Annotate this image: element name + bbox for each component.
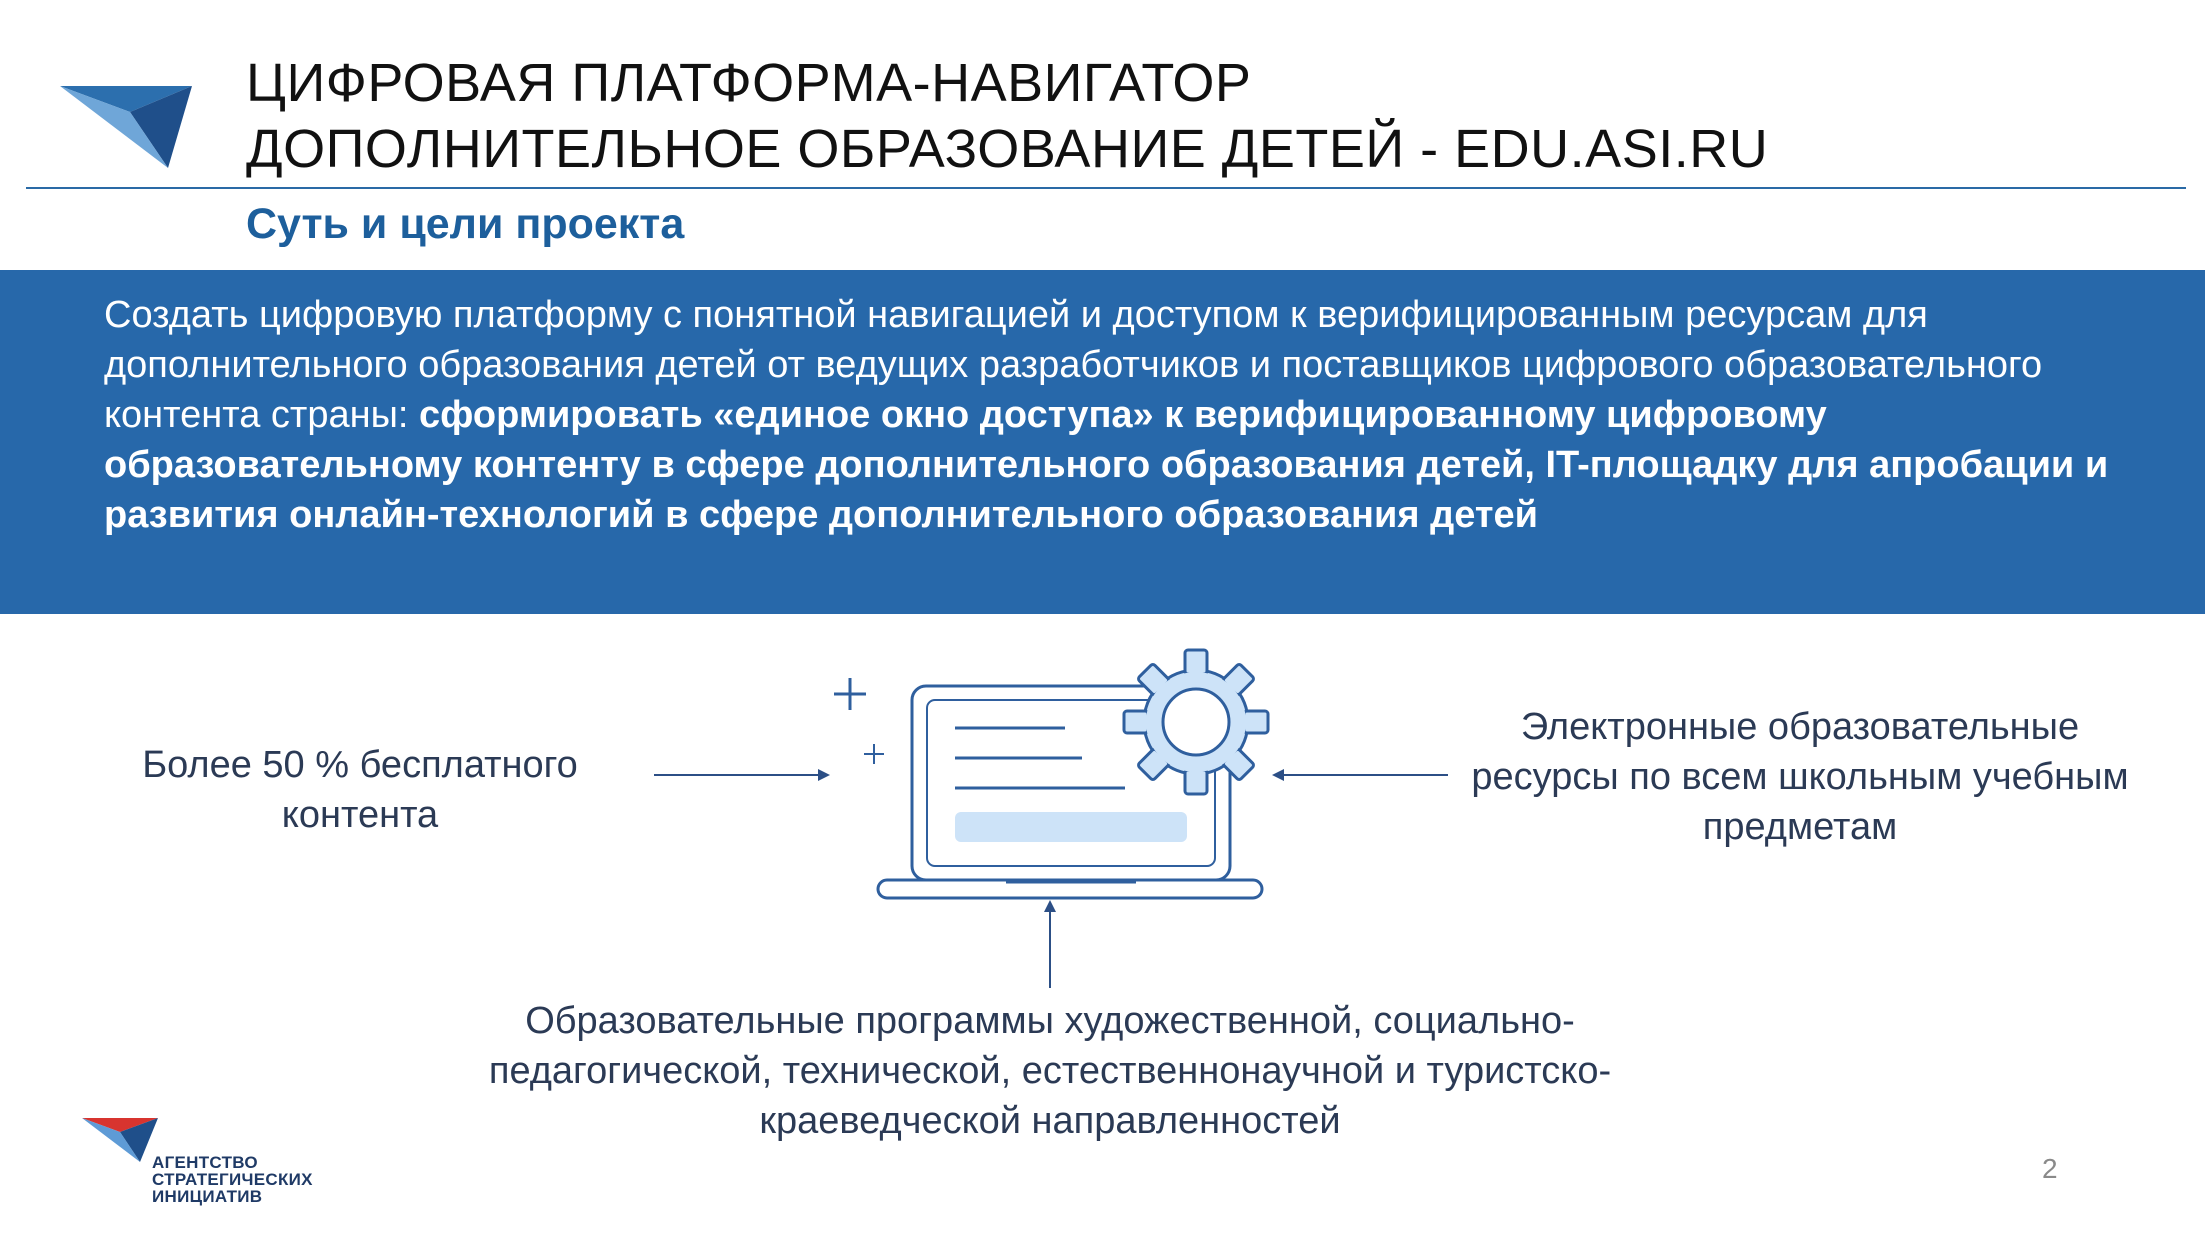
header-divider [26, 187, 2186, 189]
gear-icon [1118, 644, 1274, 800]
goal-banner [0, 270, 2205, 614]
section-subtitle: Суть и цели проекта [246, 200, 685, 248]
agency-name-line3: ИНИЦИАТИВ [152, 1187, 263, 1206]
arrow-right-icon [652, 763, 832, 787]
agency-name-line1: АГЕНТСТВО [152, 1153, 258, 1172]
page-title-line2: ДОПОЛНИТЕЛЬНОЕ ОБРАЗОВАНИЕ ДЕТЕЙ - EDU.ASI.RU [246, 119, 1769, 179]
right-feature-text: Электронные образовательные ресурсы по всем школьным учебным предметам [1471, 706, 2129, 848]
goal-text-bold: сформировать «единое окно доступа» к верифицированному цифровому образовательному контенту в сфере дополнительного образования детей, IT-площадку для апробации и развития онлайн-технологий в сфере дополнительного образования детей [104, 394, 2109, 536]
bottom-feature-text: Образовательные программы художественной, социально-педагогической, технической, естественнонаучной и туристско-краеведческой направленностей [488, 1000, 1612, 1142]
agency-name-line2: СТРАТЕГИЧЕСКИХ [152, 1170, 313, 1189]
left-feature-text: Более 50 % бесплатного контента [142, 744, 578, 836]
page-title-line1: ЦИФРОВАЯ ПЛАТФОРМА-НАВИГАТОР [246, 53, 1252, 113]
goal-text-regular: Создать цифровую платформу с понятной навигацией и доступом к верифицированным ресурсам для дополнительного образования детей от ведущих разработчиков и поставщиков цифрового образовательного контента страны: [104, 294, 2043, 436]
plus-icon [832, 676, 868, 712]
arrow-left-icon [1272, 763, 1450, 787]
page-number: 2 [2042, 1153, 2058, 1184]
arrow-up-icon [1038, 900, 1062, 990]
agency-logo-icon [80, 1116, 162, 1166]
logo-triangle-icon [58, 82, 198, 172]
goal-text [104, 290, 2134, 540]
